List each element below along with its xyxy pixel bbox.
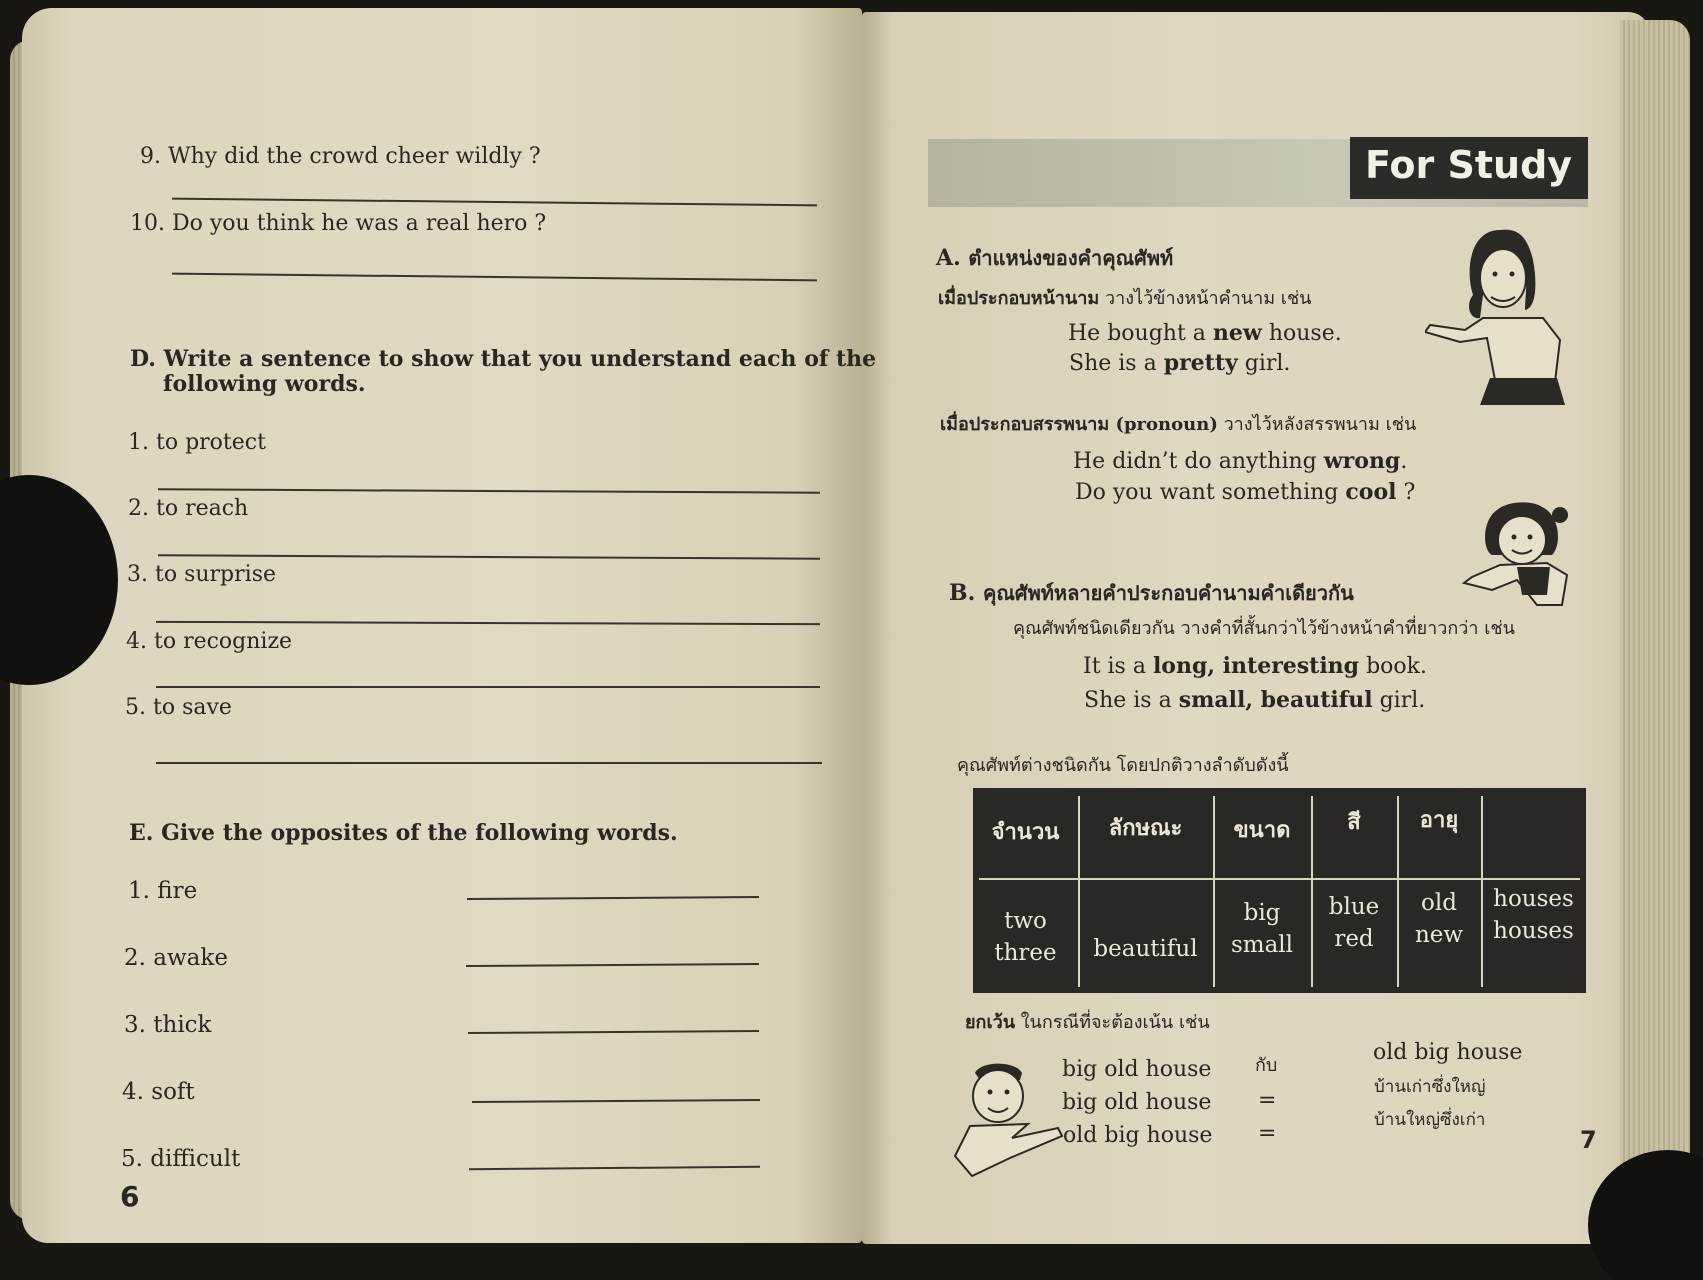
- exception-label: ยกเว้น: [965, 1012, 1016, 1033]
- list-item: [124, 945, 228, 973]
- example-part: house.: [1261, 321, 1342, 346]
- item-number: 4.: [122, 1079, 144, 1105]
- rule-text: คุณศัพท์ชนิดเดียวกัน วางคำที่สั้นกว่าไว้ข้างหน้าคำที่ยาวกว่า เช่น: [1013, 618, 1515, 639]
- item-number: 1.: [128, 878, 150, 904]
- girl-pointing-illustration: [1462, 495, 1577, 620]
- example-adjective: wrong: [1323, 448, 1401, 474]
- example-sentence: [1068, 320, 1342, 347]
- item-text: to protect: [156, 430, 266, 455]
- example-sentence: [1073, 448, 1407, 475]
- example-sentence: [1084, 687, 1425, 714]
- left-page: [22, 8, 862, 1243]
- item-text: thick: [153, 1012, 212, 1038]
- section-letter: D.: [130, 346, 156, 372]
- example-part: book.: [1359, 654, 1427, 679]
- example-adjective: cool: [1345, 479, 1397, 505]
- rule-text: [938, 288, 1311, 310]
- example-sentence: [1075, 479, 1415, 506]
- exception-phrase: old big house: [1373, 1040, 1523, 1065]
- item-number: 5.: [121, 1146, 143, 1172]
- item-number: 1.: [128, 430, 149, 455]
- item-text: difficult: [150, 1146, 241, 1172]
- table-cell: blue: [1328, 894, 1380, 920]
- section-title: คุณศัพท์หลายคำประกอบคำนามคำเดียวกัน: [982, 581, 1354, 605]
- rule-bold: เมื่อประกอบหน้านาม: [938, 288, 1100, 309]
- example-part: girl.: [1372, 688, 1426, 713]
- list-item: [126, 629, 292, 655]
- table-header: สี: [1347, 809, 1361, 835]
- list-item: [124, 1012, 212, 1040]
- woman-pointing-illustration: [1425, 210, 1580, 410]
- table-cell: big: [1243, 900, 1281, 926]
- item-number: 2.: [128, 496, 149, 521]
- item-text: to surprise: [155, 562, 276, 587]
- table-header: อายุ: [1419, 807, 1459, 833]
- example-sentence: [1069, 350, 1290, 377]
- exception-phrase: big old house: [1062, 1057, 1212, 1082]
- table-header: ลักษณะ: [1108, 815, 1183, 841]
- list-item: [127, 562, 276, 588]
- example-part: She is a: [1084, 688, 1179, 713]
- section-letter: E.: [129, 820, 154, 846]
- list-item: [128, 496, 248, 522]
- item-number: 4.: [126, 629, 147, 654]
- exception-connector: =: [1258, 1121, 1277, 1146]
- section-letter: B.: [949, 580, 976, 606]
- table-header: จำนวน: [991, 819, 1060, 845]
- page-number: 6: [120, 1180, 140, 1213]
- example-part: She is a: [1069, 351, 1164, 376]
- example-part: ?: [1396, 480, 1416, 505]
- section-a-heading: [936, 245, 1173, 271]
- exception-connector: =: [1258, 1088, 1277, 1113]
- section-letter: A.: [936, 245, 961, 271]
- example-part: Do you want something: [1075, 480, 1346, 505]
- example-part: He didn’t do anything: [1073, 449, 1324, 474]
- example-adjective: new: [1212, 320, 1262, 346]
- list-item: [125, 695, 232, 721]
- exception-phrase: big old house: [1062, 1090, 1212, 1115]
- table-cell: new: [1414, 922, 1464, 948]
- page-number: 7: [1580, 1126, 1597, 1154]
- example-part: .: [1400, 449, 1408, 474]
- list-item: [128, 430, 266, 456]
- example-adjective: long, interesting: [1152, 653, 1360, 679]
- item-text: soft: [151, 1079, 195, 1105]
- table-cell: old: [1421, 890, 1457, 916]
- section-instruction: Write a sentence to show that you understand each of the: [163, 346, 877, 372]
- item-text: to save: [153, 695, 232, 720]
- item-text: awake: [153, 945, 228, 971]
- section-instruction-continued: following words.: [163, 371, 366, 397]
- example-adjective: pretty: [1163, 350, 1238, 376]
- exception-translation: บ้านเก่าซึ่งใหญ่: [1374, 1077, 1486, 1097]
- table-cell: red: [1334, 926, 1374, 952]
- table-divider: [979, 878, 1580, 880]
- section-e-heading: [129, 820, 678, 846]
- rule-rest: วางไว้หลังสรรพนาม เช่น: [1223, 414, 1417, 435]
- question-number: 10.: [130, 211, 165, 236]
- example-part: girl.: [1237, 351, 1291, 376]
- example-part: It is a: [1083, 654, 1153, 679]
- item-number: 3.: [127, 562, 148, 587]
- answer-line: [156, 686, 820, 688]
- section-title: ตำแหน่งของคำคุณศัพท์: [968, 246, 1174, 270]
- list-item: [122, 1079, 195, 1107]
- rule-text: [940, 414, 1416, 436]
- rule-rest: วางไว้ข้างหน้าคำนาม เช่น: [1105, 288, 1312, 309]
- table-cell: three: [994, 940, 1057, 966]
- table-cell: small: [1230, 932, 1294, 958]
- question-9: [140, 144, 541, 170]
- item-text: to recognize: [154, 629, 293, 654]
- item-text: to reach: [156, 496, 249, 521]
- section-b-heading: [949, 580, 1354, 606]
- table-cell: houses: [1493, 918, 1574, 944]
- section-instruction: Give the opposites of the following words.: [161, 820, 678, 846]
- exception-translation: บ้านใหญ่ซึ่งเก่า: [1374, 1110, 1486, 1130]
- table-cell: houses: [1493, 886, 1574, 912]
- exception-phrase: old big house: [1063, 1123, 1213, 1148]
- item-text: fire: [157, 878, 198, 904]
- right-page-edges: [1620, 20, 1690, 1230]
- section-d-heading: [130, 346, 876, 372]
- boy-pointing-illustration: [950, 1058, 1065, 1178]
- example-sentence: [1083, 653, 1427, 680]
- question-text: Why did the crowd cheer wildly ?: [168, 144, 541, 169]
- exception-rest: ในกรณีที่จะต้องเน้น เช่น: [1020, 1012, 1210, 1033]
- question-10: [130, 211, 546, 237]
- order-note: คุณศัพท์ต่างชนิดกัน โดยปกติวางลำดับดังนี้: [957, 755, 1289, 776]
- item-number: 2.: [124, 945, 146, 971]
- list-item: [128, 878, 197, 906]
- table-header: ขนาด: [1233, 817, 1291, 843]
- rule-bold: เมื่อประกอบสรรพนาม (pronoun): [940, 414, 1218, 435]
- banner-title: For Study: [1365, 143, 1573, 187]
- table-cell: beautiful: [1093, 936, 1198, 962]
- item-number: 3.: [124, 1012, 146, 1038]
- example-part: He bought a: [1068, 321, 1213, 346]
- exception-connector: กับ: [1255, 1055, 1278, 1076]
- exception-note: [965, 1012, 1210, 1034]
- list-item: [121, 1146, 240, 1174]
- answer-line: [156, 762, 822, 764]
- example-adjective: small, beautiful: [1178, 687, 1373, 713]
- adjective-order-table: [973, 788, 1586, 993]
- question-text: Do you think he was a real hero ?: [172, 211, 547, 236]
- item-number: 5.: [125, 695, 146, 720]
- table-cell: two: [1004, 908, 1047, 934]
- question-number: 9.: [140, 144, 161, 169]
